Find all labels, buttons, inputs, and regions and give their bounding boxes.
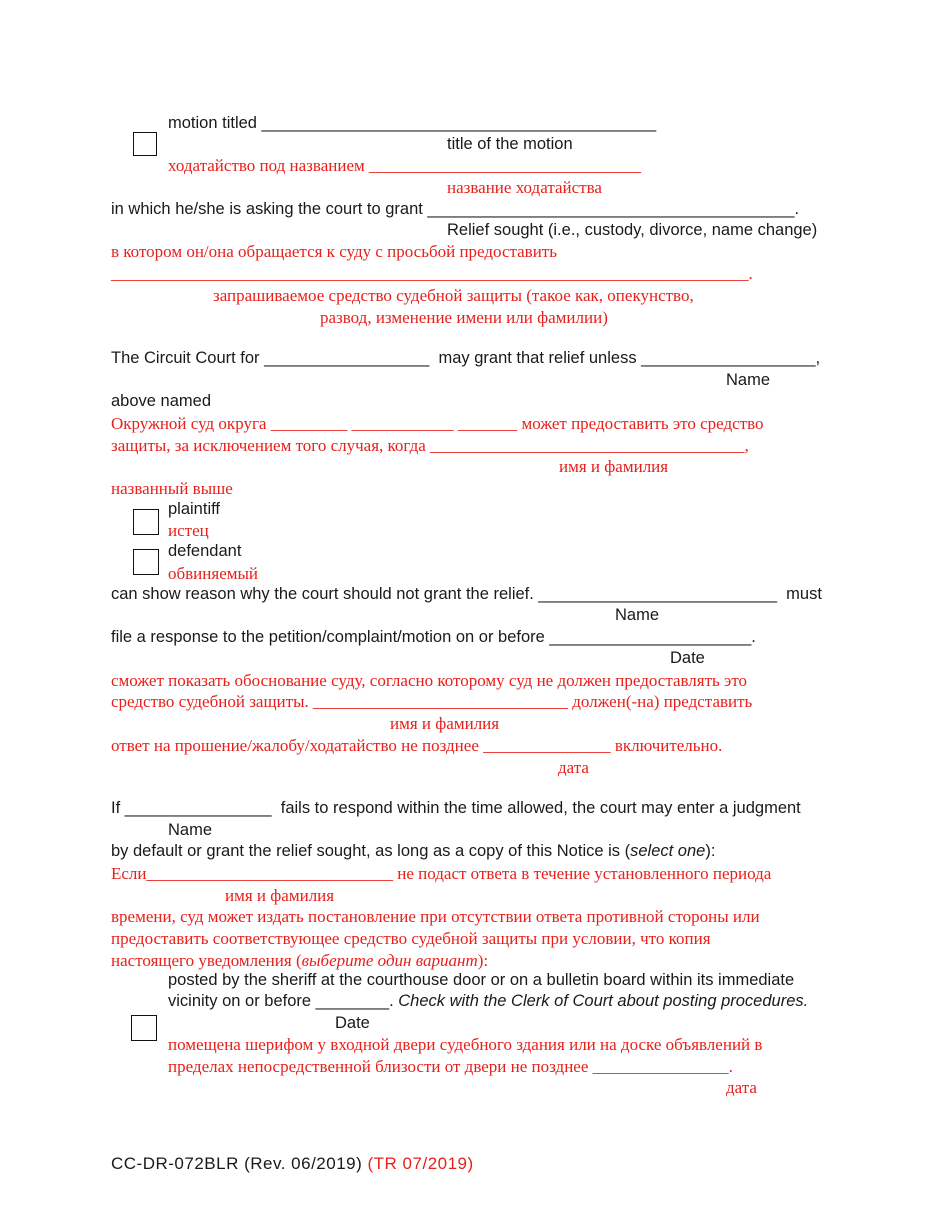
relief-sought-caption: Relief sought (i.e., custody, divorce, name change)	[447, 221, 818, 239]
name-caption-3: Name	[168, 821, 213, 839]
default-judgment-line	[111, 843, 715, 860]
motion-checkbox[interactable]	[133, 132, 157, 156]
date-caption: Date	[670, 649, 705, 667]
posted-by-sheriff-line-2	[168, 993, 808, 1010]
posted-line-2-text: vicinity on or before ________.	[168, 992, 399, 1010]
date-ru-caption-3: дата	[726, 1078, 757, 1097]
posting-procedures-note: Check with the Clerk of Court about posting procedures.	[398, 992, 809, 1010]
default-ru-text-b: ):	[477, 951, 489, 970]
form-id: CC-DR-072BLR (Rev. 06/2019)	[111, 1154, 363, 1173]
name-ru-caption-3: имя и фамилия	[225, 886, 335, 905]
date-caption-3: Date	[335, 1014, 370, 1032]
show-reason-line: can show reason why the court should not grant the relief. __________________________ must	[111, 585, 822, 603]
above-named-ru: названный выше	[111, 479, 233, 498]
default-ru-text-a: настоящего уведомления (	[111, 951, 302, 970]
defendant-label: defendant	[168, 542, 242, 560]
motion-title-caption: title of the motion	[447, 135, 573, 153]
plaintiff-label: plaintiff	[168, 500, 220, 518]
name-ru-caption-2: имя и фамилия	[390, 714, 500, 733]
motion-title-ru-caption: название ходатайства	[447, 178, 602, 197]
circuit-court-ru-line-2: защиты, за исключением того случая, когда _____________________________________,	[111, 436, 749, 455]
plaintiff-ru-label: истец	[168, 521, 209, 540]
default-judgment-text-a: by default or grant the relief sought, as long as a copy of this Notice is (	[111, 842, 631, 860]
select-one-ru-instruction: выберите один вариант	[301, 951, 478, 970]
circuit-court-line: The Circuit Court for __________________ may grant that relief unless ___________________,	[111, 349, 821, 367]
relief-sought-ru-line: в котором он/она обращается к суду с просьбой предоставить	[111, 242, 557, 261]
defendant-checkbox[interactable]	[133, 549, 159, 575]
relief-sought-ru-caption-2: развод, изменение имени или фамилии)	[320, 308, 608, 327]
default-judgment-text-b: ):	[705, 842, 716, 860]
default-ru-line-1: времени, суд может издать постановление при отсутствии ответа противной стороны или	[111, 907, 760, 926]
show-reason-ru-line-2: средство судебной защиты. ______________________________ должен(-на) представить	[111, 692, 753, 711]
above-named: above named	[111, 392, 211, 410]
relief-sought-line: in which he/she is asking the court to grant ________________________________________.	[111, 200, 800, 218]
if-fails-ru-line: Если_____________________________ не подаст ответа в течение установленного периода	[111, 864, 772, 883]
motion-titled-line: motion titled ___________________________________________	[168, 114, 657, 132]
circuit-court-ru-line-1: Окружной суд округа _________ ____________ _______ может предоставить это средство	[111, 414, 764, 433]
default-ru-line-2: предоставить соответствующее средство судебной защиты при условии, что копия	[111, 929, 711, 948]
if-fails-line: If ________________ fails to respond within the time allowed, the court may enter a judgment	[111, 799, 801, 817]
posted-by-sheriff-ru-line-1: помещена шерифом у входной двери судебного здания или на доске объявлений в	[168, 1035, 763, 1054]
posted-by-sheriff-line-1: posted by the sheriff at the courthouse door or on a bulletin board within its immediate	[168, 971, 795, 989]
defendant-ru-label: обвиняемый	[168, 564, 259, 583]
show-reason-ru-line-1: сможет показать обоснование суду, согласно которому суд не должен предоставлять это	[111, 671, 748, 690]
posted-by-sheriff-checkbox[interactable]	[131, 1015, 157, 1041]
form-footer	[111, 1155, 474, 1172]
date-ru-caption: дата	[558, 758, 589, 777]
plaintiff-checkbox[interactable]	[133, 509, 159, 535]
relief-sought-ru-blank: ___________________________________________________________________________.	[111, 264, 753, 283]
response-ru-line: ответ на прошение/жалобу/ходатайство не позднее _______________ включительно.	[111, 736, 723, 755]
response-line: file a response to the petition/complaint/motion on or before ______________________.	[111, 628, 756, 646]
name-caption-2: Name	[615, 606, 660, 624]
select-one-instruction: select one	[630, 842, 706, 860]
translation-revision: (TR 07/2019)	[367, 1154, 474, 1173]
relief-sought-ru-caption-1: запрашиваемое средство судебной защиты (такое как, опекунство,	[213, 286, 694, 305]
posted-by-sheriff-ru-line-2: пределах непосредственной близости от двери не позднее ________________.	[168, 1057, 733, 1076]
default-ru-line-3	[111, 952, 488, 969]
motion-titled-ru-line: ходатайство под названием ________________________________	[168, 156, 641, 175]
name-ru-caption: имя и фамилия	[559, 457, 669, 476]
name-caption: Name	[726, 371, 771, 389]
